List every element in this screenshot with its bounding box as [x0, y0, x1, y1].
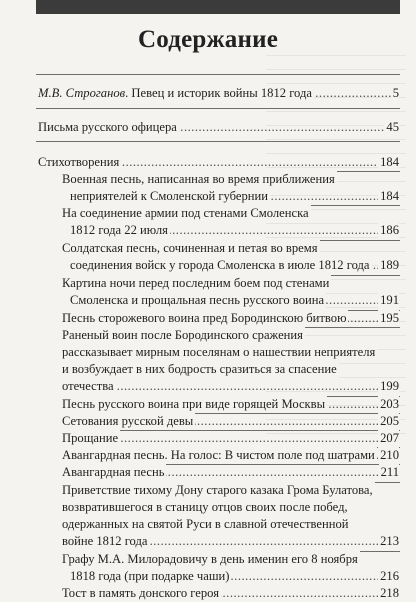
- toc-entry-poems[interactable]: [0, 154, 416, 171]
- entry-title: . Певец и историк войны 1812 года: [125, 86, 312, 100]
- poem-page-number: 207: [380, 431, 399, 445]
- poem-page-number: 210: [380, 448, 399, 462]
- poem-line[interactable]: ..... 1818 года (при подарке чаши) 216: [0, 568, 416, 585]
- poem-line[interactable]: возвратившегося в станицу отцов своих после побед,: [62, 500, 348, 514]
- poem-line[interactable]: и возбуждает в них бодрость сразиться за спасение: [62, 362, 337, 376]
- poem-line[interactable]: ..... Прощание 207: [0, 430, 416, 447]
- poem-line[interactable]: Военная песнь, написанная во время приближения: [62, 172, 335, 186]
- poem-line[interactable]: ..... Авангардная песнь 211: [0, 464, 416, 481]
- poem-page-number: 186: [380, 223, 399, 237]
- page-title: Содержание: [137, 26, 278, 53]
- entry-page-number: 5: [392, 86, 399, 100]
- poem-line[interactable]: ..... Тост в память донского героя 218: [0, 585, 416, 602]
- poem-line[interactable]: ..... войне 1812 года 213: [0, 533, 416, 550]
- poem-line[interactable]: ..... 1812 года 22 июля 186: [0, 222, 416, 239]
- divider-2: [36, 141, 400, 142]
- poem-line[interactable]: Приветствие тихому Дону старого казака Грома Булатова,: [62, 483, 373, 497]
- poem-line[interactable]: ..... Смоленска и прощальная песнь русского воина 191: [0, 292, 416, 309]
- poem-page-number: 189: [380, 258, 399, 272]
- poem-page-number: 195: [380, 311, 399, 325]
- poem-line[interactable]: ..... Песнь русского воина при виде горящей Москвы 203: [0, 396, 416, 413]
- poem-page-number: 211: [380, 465, 399, 479]
- poem-line[interactable]: ..... Сетования русской девы 205: [0, 413, 416, 430]
- divider-1: [36, 108, 400, 109]
- poem-line[interactable]: ..... Песнь сторожевого воина пред Бородинскою битвою 195: [0, 310, 416, 327]
- poem-line[interactable]: рассказывает мирным поселянам о нашествии неприятеля: [62, 345, 376, 359]
- entry-page-number: 45: [386, 120, 399, 134]
- poem-line[interactable]: На соединение армии под стенами Смоленска: [62, 206, 309, 220]
- entry-title: Письма русского офицера: [38, 120, 177, 134]
- poem-line[interactable]: Графу М.А. Милорадовичу в день именин его 8 ноября: [62, 552, 358, 566]
- poem-page-number: 191: [380, 293, 399, 307]
- entry-author: М.В. Строганов: [38, 86, 126, 100]
- divider-top: [36, 74, 400, 75]
- top-edge-bar: [36, 0, 400, 14]
- poem-line[interactable]: одержанных на святой Руси в славной отечественной: [62, 517, 349, 531]
- poem-page-number: 205: [380, 414, 399, 428]
- poem-line[interactable]: ..... Авангардная песнь. На голос: В чистом поле под шатрами 210: [0, 447, 416, 464]
- poem-line[interactable]: Раненый воин после Бородинского сражения: [62, 328, 303, 342]
- poem-line[interactable]: ..... неприятелей к Смоленской губернии 184: [0, 188, 416, 205]
- entry-text: [38, 85, 314, 102]
- entry-title: Стихотворения: [38, 155, 120, 169]
- poem-page-number: 218: [380, 586, 399, 600]
- poem-page-number: 199: [380, 379, 399, 393]
- entry-page-number: 184: [380, 155, 399, 169]
- poem-page-number: 213: [380, 534, 399, 548]
- poem-line[interactable]: ..... отечества 199: [0, 378, 416, 395]
- poem-line[interactable]: Солдатская песнь, сочиненная и петая во время: [62, 241, 318, 255]
- toc-entry-letters[interactable]: [0, 119, 416, 136]
- toc-entry-stroganov[interactable]: [0, 85, 416, 102]
- poem-line[interactable]: ..... соединения войск у города Смоленска в июле 1812 года 189: [0, 257, 416, 274]
- poem-page-number: 203: [380, 397, 399, 411]
- poem-page-number: 184: [380, 189, 399, 203]
- poem-line[interactable]: Картина ночи перед последним боем под стенами: [62, 276, 330, 290]
- poem-page-number: 216: [380, 569, 399, 583]
